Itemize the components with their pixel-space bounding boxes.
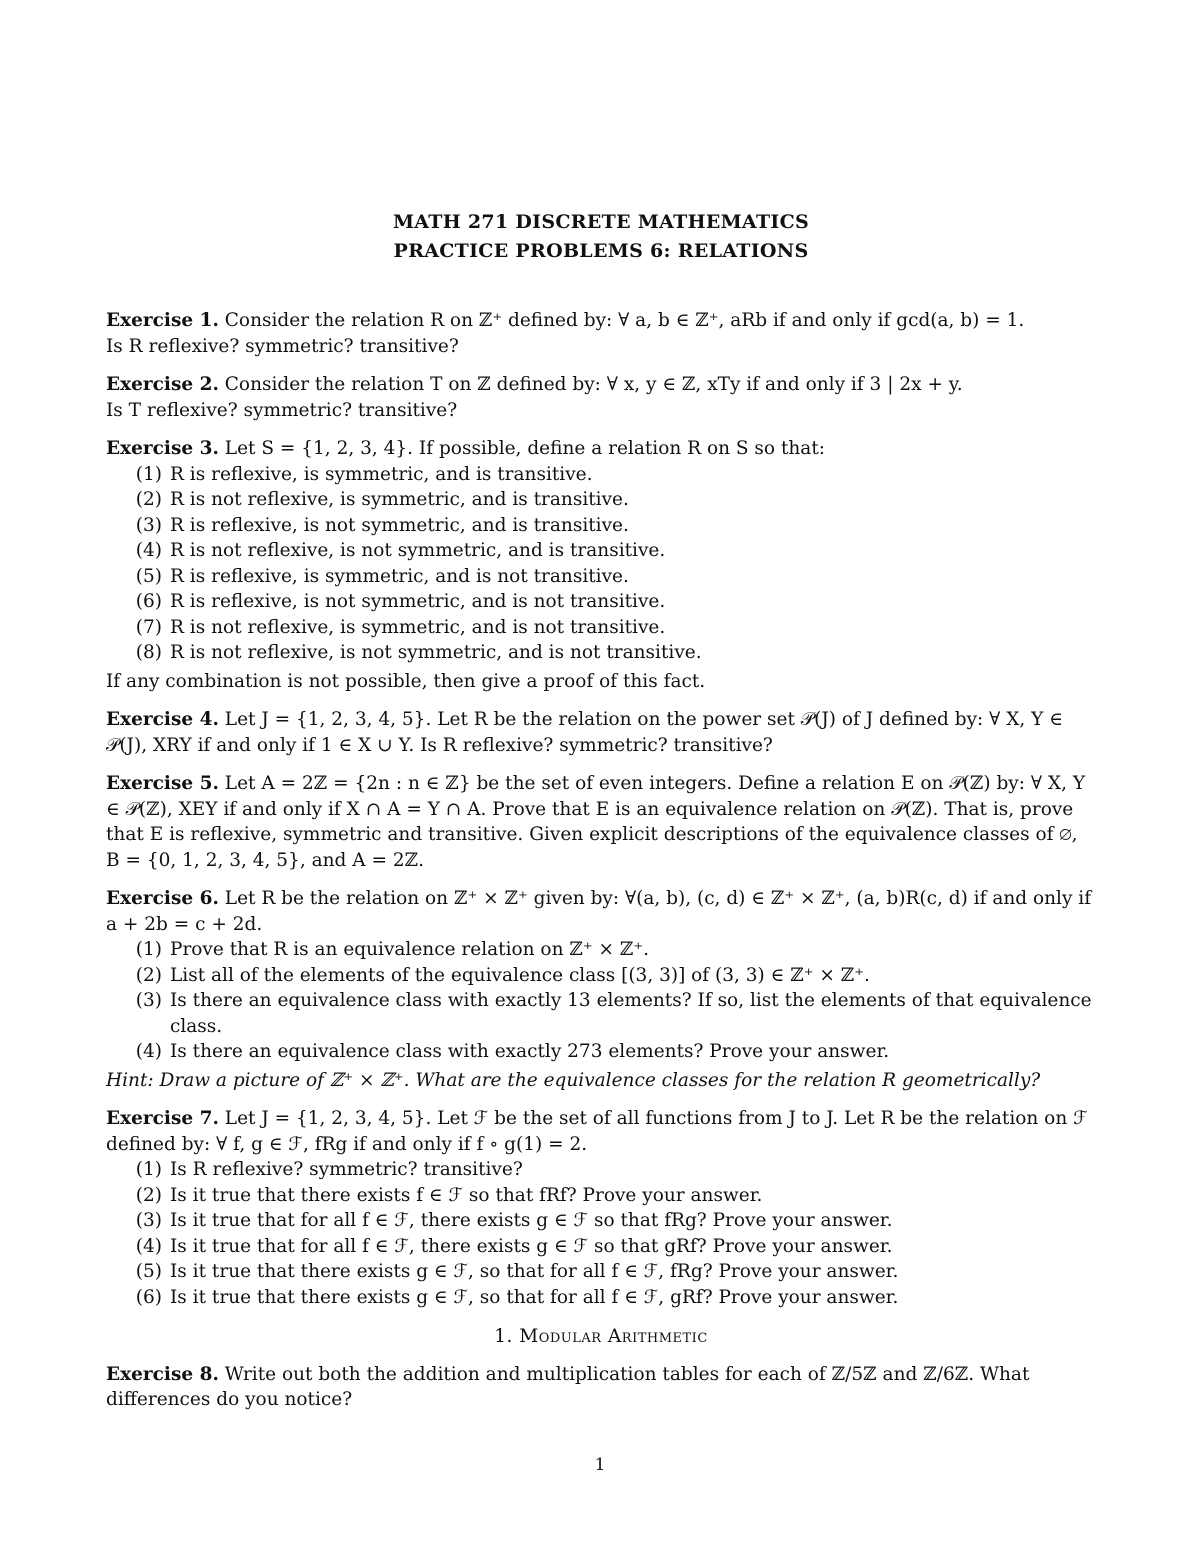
item-text: Is it true that there exists g ∈ ℱ, so that for all f ∈ ℱ, gRf? Prove your answer. — [170, 1286, 899, 1308]
list-item — [106, 487, 1096, 513]
exercise-5 — [106, 771, 1096, 873]
item-number: (2) — [135, 1184, 162, 1206]
exercise-text: Let J = {1, 2, 3, 4, 5}. Let ℱ be the set of all functions from J to J. Let R be the relation on ℱ defined by: ∀ f, g ∈ ℱ, fRg if and only if f ∘ g(1) = 2. — [106, 1108, 1094, 1155]
exercise-text: Let R be the relation on ℤ⁺ × ℤ⁺ given by: ∀(a, b), (c, d) ∈ ℤ⁺ × ℤ⁺, (a, b)R(c, d) if and only if a + 2b = c + 2d. — [106, 888, 1097, 935]
list-item — [106, 564, 1096, 590]
section-heading: 1. Modular Arithmetic — [494, 1326, 708, 1347]
exercise-label: Exercise 1. — [106, 310, 219, 331]
item-number: (5) — [135, 565, 162, 587]
item-number: (6) — [135, 591, 162, 612]
item-text: R is not reflexive, is symmetric, and is not transitive. — [170, 616, 666, 638]
item-number: (1) — [135, 939, 162, 960]
item-text: Is there an equivalence class with exactly 13 elements? If so, list the elements of that equivalence class. — [170, 990, 1092, 1037]
exercise-4 — [106, 707, 1096, 758]
item-text: Is it true that there exists f ∈ ℱ so that fRf? Prove your answer. — [170, 1184, 763, 1206]
exercise-3-items — [106, 462, 1096, 666]
item-number: (7) — [135, 616, 162, 638]
list-item — [106, 538, 1096, 564]
document-title: PRACTICE PROBLEMS 6: RELATIONS — [393, 240, 809, 262]
item-text: List all of the elements of the equivalence class [(3, 3)] of (3, 3) ∈ ℤ⁺ × ℤ⁺. — [170, 964, 870, 986]
item-number: (2) — [135, 964, 162, 986]
exercise-3-note: If any combination is not possible, then give a proof of this fact. — [106, 670, 706, 692]
list-item — [106, 589, 1096, 615]
item-number: (1) — [135, 1159, 162, 1180]
exercise-6-hint: Hint: Draw a picture of ℤ⁺ × ℤ⁺. What are the equivalence classes for the relation R geometrically? — [106, 1069, 1041, 1091]
item-number: (6) — [135, 1286, 162, 1308]
item-text: Prove that R is an equivalence relation on ℤ⁺ × ℤ⁺. — [170, 939, 650, 960]
exercise-7 — [106, 1106, 1096, 1310]
exercise-label: Exercise 6. — [106, 888, 219, 909]
exercise-6-items — [106, 937, 1096, 1065]
exercise-label: Exercise 3. — [106, 438, 219, 459]
item-text: R is not reflexive, is not symmetric, and is transitive. — [170, 540, 666, 561]
exercise-text: Write out both the addition and multiplication tables for each of ℤ/5ℤ and ℤ/6ℤ. What differences do you notice? — [106, 1363, 1036, 1410]
exercise-text: Consider the relation T on ℤ defined by: ∀ x, y ∈ ℤ, xTy if and only if 3 | 2x + y. Is T reflexive? symmetric? transitive? — [106, 374, 963, 421]
item-text: R is not reflexive, is symmetric, and is transitive. — [170, 489, 629, 510]
item-number: (1) — [135, 463, 162, 485]
item-text: R is reflexive, is not symmetric, and is transitive. — [170, 514, 629, 536]
exercise-label: Exercise 5. — [106, 773, 219, 794]
list-item — [106, 615, 1096, 641]
exercise-7-items — [106, 1157, 1096, 1310]
list-item — [106, 462, 1096, 488]
item-number: (8) — [135, 642, 162, 663]
item-number: (2) — [135, 489, 162, 510]
item-text: Is it true that there exists g ∈ ℱ, so that for all f ∈ ℱ, fRg? Prove your answer. — [170, 1261, 899, 1282]
exercise-text: Consider the relation R on ℤ⁺ defined by: ∀ a, b ∈ ℤ⁺, aRb if and only if gcd(a, b) = 1. Is R reflexive? symmetric? transitive? — [106, 310, 1025, 357]
list-item — [106, 640, 1096, 666]
item-number: (5) — [135, 1261, 162, 1282]
list-item — [106, 1039, 1096, 1065]
exercise-label: Exercise 4. — [106, 709, 219, 730]
exercise-label: Exercise 8. — [106, 1363, 219, 1385]
exercise-text: Let A = 2ℤ = {2n : n ∈ ℤ} be the set of even integers. Define a relation E on 𝒫(ℤ) by: ∀ X, Y ∈ 𝒫(ℤ), XEY if and only if X ∩ A = Y ∩ A. Prove that E is an equivalence relation on 𝒫(ℤ). That is, prove that E is reflexive, symmetric and transitive. Given explicit descriptions of the equivalence classes of ∅, B = {0, 1, 2, 3, 4, 5}, and A = 2ℤ. — [106, 773, 1091, 871]
exercise-8 — [106, 1362, 1096, 1413]
list-item — [106, 1234, 1096, 1260]
list-item — [106, 1259, 1096, 1285]
exercise-6 — [106, 886, 1096, 1093]
list-item — [106, 937, 1096, 963]
item-number: (4) — [135, 540, 162, 561]
item-text: R is not reflexive, is not symmetric, and is not transitive. — [170, 642, 702, 663]
item-number: (3) — [135, 990, 162, 1011]
item-text: Is R reflexive? symmetric? transitive? — [170, 1159, 523, 1180]
item-text: Is it true that for all f ∈ ℱ, there exists g ∈ ℱ so that fRg? Prove your answer. — [170, 1210, 893, 1231]
item-text: R is reflexive, is symmetric, and is transitive. — [170, 463, 593, 485]
list-item — [106, 988, 1096, 1039]
item-number: (3) — [135, 514, 162, 536]
item-text: R is reflexive, is symmetric, and is not transitive. — [170, 565, 629, 587]
item-number: (4) — [135, 1041, 162, 1062]
exercise-text: Let S = {1, 2, 3, 4}. If possible, define a relation R on S so that: — [224, 438, 825, 459]
item-text: R is reflexive, is not symmetric, and is not transitive. — [170, 591, 666, 612]
list-item — [106, 513, 1096, 539]
exercise-label: Exercise 2. — [106, 374, 219, 395]
list-item — [106, 963, 1096, 989]
exercise-3 — [106, 436, 1096, 694]
item-text: Is there an equivalence class with exactly 273 elements? Prove your answer. — [170, 1041, 890, 1062]
exercise-text: Let J = {1, 2, 3, 4, 5}. Let R be the relation on the power set 𝒫(J) of J defined by: ∀ X, Y ∈ 𝒫(J), XRY if and only if 1 ∈ X ∪ Y. Is R reflexive? symmetric? transitive? — [106, 709, 1069, 756]
title-block — [106, 208, 1096, 266]
list-item — [106, 1183, 1096, 1209]
list-item — [106, 1208, 1096, 1234]
list-item — [106, 1285, 1096, 1311]
document-page — [106, 208, 1096, 1426]
exercise-label: Exercise 7. — [106, 1108, 219, 1129]
item-text: Is it true that for all f ∈ ℱ, there exists g ∈ ℱ so that gRf? Prove your answer. — [170, 1235, 893, 1257]
exercise-1 — [106, 308, 1096, 359]
course-title: MATH 271 DISCRETE MATHEMATICS — [392, 211, 810, 233]
item-number: (3) — [135, 1210, 162, 1231]
list-item — [106, 1157, 1096, 1183]
exercise-2 — [106, 372, 1096, 423]
item-number: (4) — [135, 1235, 162, 1257]
page-number: 1 — [594, 1455, 606, 1475]
